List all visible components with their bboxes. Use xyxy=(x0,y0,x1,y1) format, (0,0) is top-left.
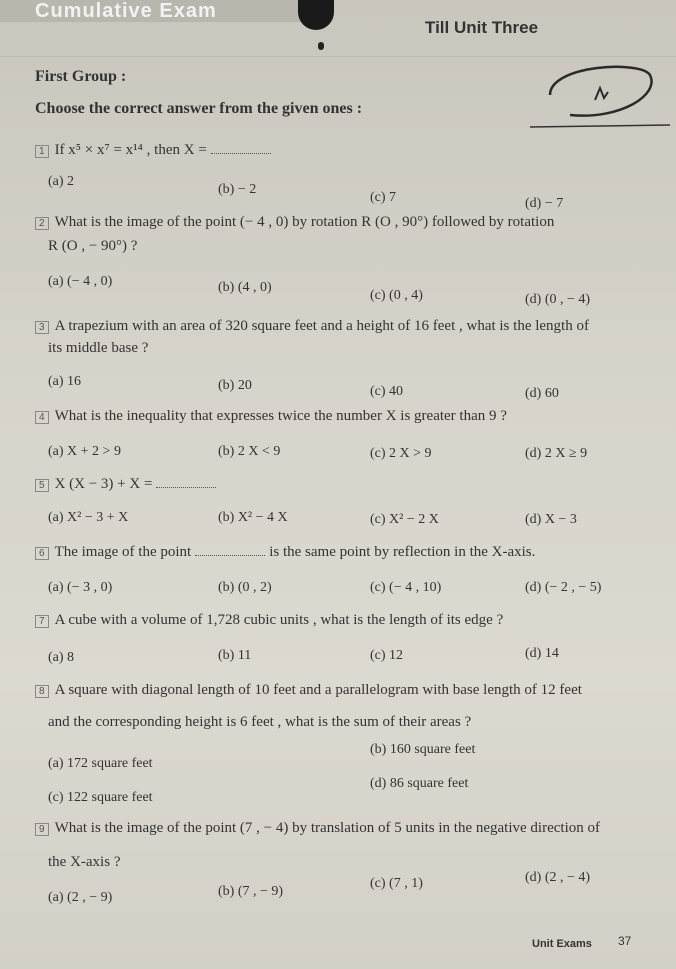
question-number: 8 xyxy=(35,685,49,698)
question-9-cont: the X-axis ? xyxy=(48,854,121,870)
question-7 xyxy=(35,612,503,629)
option-d[interactable]: (d) 86 square feet xyxy=(370,776,469,791)
unit-title: Till Unit Three xyxy=(425,18,539,37)
option-a[interactable]: (a) 16 xyxy=(48,374,82,389)
option-c[interactable]: (c) 40 xyxy=(370,384,404,399)
question-6 xyxy=(35,544,535,561)
option-c[interactable]: (c) X² − 2 X xyxy=(370,512,439,527)
question-text: The image of the point xyxy=(54,544,192,560)
option-a[interactable]: (a) (− 3 , 0) xyxy=(48,580,113,595)
option-d[interactable]: (d) 60 xyxy=(525,386,559,401)
question-5 xyxy=(35,476,216,493)
option-c[interactable]: (c) (− 4 , 10) xyxy=(370,580,442,595)
question-number: 7 xyxy=(35,615,49,628)
option-c[interactable]: (c) 2 X > 9 xyxy=(370,446,432,461)
divider xyxy=(0,56,676,57)
option-c[interactable]: (c) 122 square feet xyxy=(48,790,153,805)
option-b[interactable]: (b) (4 , 0) xyxy=(218,280,272,295)
question-8-cont: and the corresponding height is 6 feet , what is the sum of their areas ? xyxy=(48,714,472,730)
option-b[interactable]: (b) (0 , 2) xyxy=(218,580,272,595)
question-text: A trapezium with an area of 320 square feet and a height of 16 feet , what is the length of xyxy=(54,318,589,334)
option-a[interactable]: (a) (− 4 , 0) xyxy=(48,274,113,289)
footer-label: Unit Exams xyxy=(532,938,592,950)
option-a[interactable]: (a) 8 xyxy=(48,650,75,665)
question-number: 2 xyxy=(35,217,49,230)
option-b[interactable]: (b) 160 square feet xyxy=(370,742,476,757)
question-9 xyxy=(35,820,600,837)
question-4 xyxy=(35,408,507,425)
question-2-cont: R (O , − 90°) ? xyxy=(48,238,138,254)
question-number: 1 xyxy=(35,145,49,158)
option-a[interactable]: (a) 172 square feet xyxy=(48,756,153,771)
question-text: What is the image of the point (7 , − 4) by translation of 5 units in the negative direction of xyxy=(54,820,600,836)
option-c[interactable]: (c) (0 , 4) xyxy=(370,288,423,303)
question-number: 6 xyxy=(35,547,49,560)
question-number: 3 xyxy=(35,321,49,334)
option-c[interactable]: (c) (7 , 1) xyxy=(370,876,423,891)
option-b[interactable]: (b) (7 , − 9) xyxy=(218,884,284,899)
instruction: Choose the correct answer from the given ones : xyxy=(35,100,363,117)
question-1 xyxy=(35,142,271,159)
option-a[interactable]: (a) 2 xyxy=(48,174,75,189)
option-b[interactable]: (b) 11 xyxy=(218,648,252,663)
exam-title: Cumulative Exam xyxy=(35,0,217,22)
option-d[interactable]: (d) 2 X ≥ 9 xyxy=(525,446,588,461)
option-d[interactable]: (d) − 7 xyxy=(525,196,564,211)
group-heading: First Group : xyxy=(35,68,127,85)
question-number: 5 xyxy=(35,479,49,492)
option-d[interactable]: (d) (0 , − 4) xyxy=(525,292,591,307)
question-text: A square with diagonal length of 10 feet and a parallelogram with base length of 12 feet xyxy=(54,682,582,698)
option-a[interactable]: (a) (2 , − 9) xyxy=(48,890,113,905)
option-d[interactable]: (d) (− 2 , − 5) xyxy=(525,580,602,595)
page-number: 37 xyxy=(618,934,632,948)
question-number: 4 xyxy=(35,411,49,424)
question-text: What is the image of the point (− 4 , 0) by rotation R (O , 90°) followed by rotation xyxy=(54,214,555,230)
question-text: X (X − 3) + X = xyxy=(54,476,153,492)
option-d[interactable]: (d) 14 xyxy=(525,646,559,661)
answer-blank xyxy=(156,477,216,488)
question-text-after: is the same point by reflection in the X-axis. xyxy=(269,544,536,560)
header-dot xyxy=(318,42,324,50)
question-text: If x⁵ × x⁷ = x¹⁴ , then X = xyxy=(54,142,207,158)
question-text: A cube with a volume of 1,728 cubic units , what is the length of its edge ? xyxy=(54,612,504,628)
option-c[interactable]: (c) 12 xyxy=(370,648,404,663)
answer-blank xyxy=(195,545,265,556)
option-d[interactable]: (d) (2 , − 4) xyxy=(525,870,591,885)
header-tab-shape xyxy=(298,0,334,30)
question-number: 9 xyxy=(35,823,49,836)
option-b[interactable]: (b) X² − 4 X xyxy=(218,510,288,525)
question-3-cont: its middle base ? xyxy=(48,340,149,356)
option-b[interactable]: (b) − 2 xyxy=(218,182,257,197)
option-b[interactable]: (b) 2 X < 9 xyxy=(218,444,281,459)
question-2 xyxy=(35,214,554,231)
option-c[interactable]: (c) 7 xyxy=(370,190,397,205)
handwritten-mark-icon xyxy=(530,55,670,135)
question-8 xyxy=(35,682,582,699)
option-b[interactable]: (b) 20 xyxy=(218,378,252,393)
question-text: What is the inequality that expresses twice the number X is greater than 9 ? xyxy=(54,408,507,424)
answer-blank xyxy=(211,143,271,154)
option-a[interactable]: (a) X + 2 > 9 xyxy=(48,444,121,459)
option-d[interactable]: (d) X − 3 xyxy=(525,512,577,527)
question-3 xyxy=(35,318,589,335)
option-a[interactable]: (a) X² − 3 + X xyxy=(48,510,129,525)
